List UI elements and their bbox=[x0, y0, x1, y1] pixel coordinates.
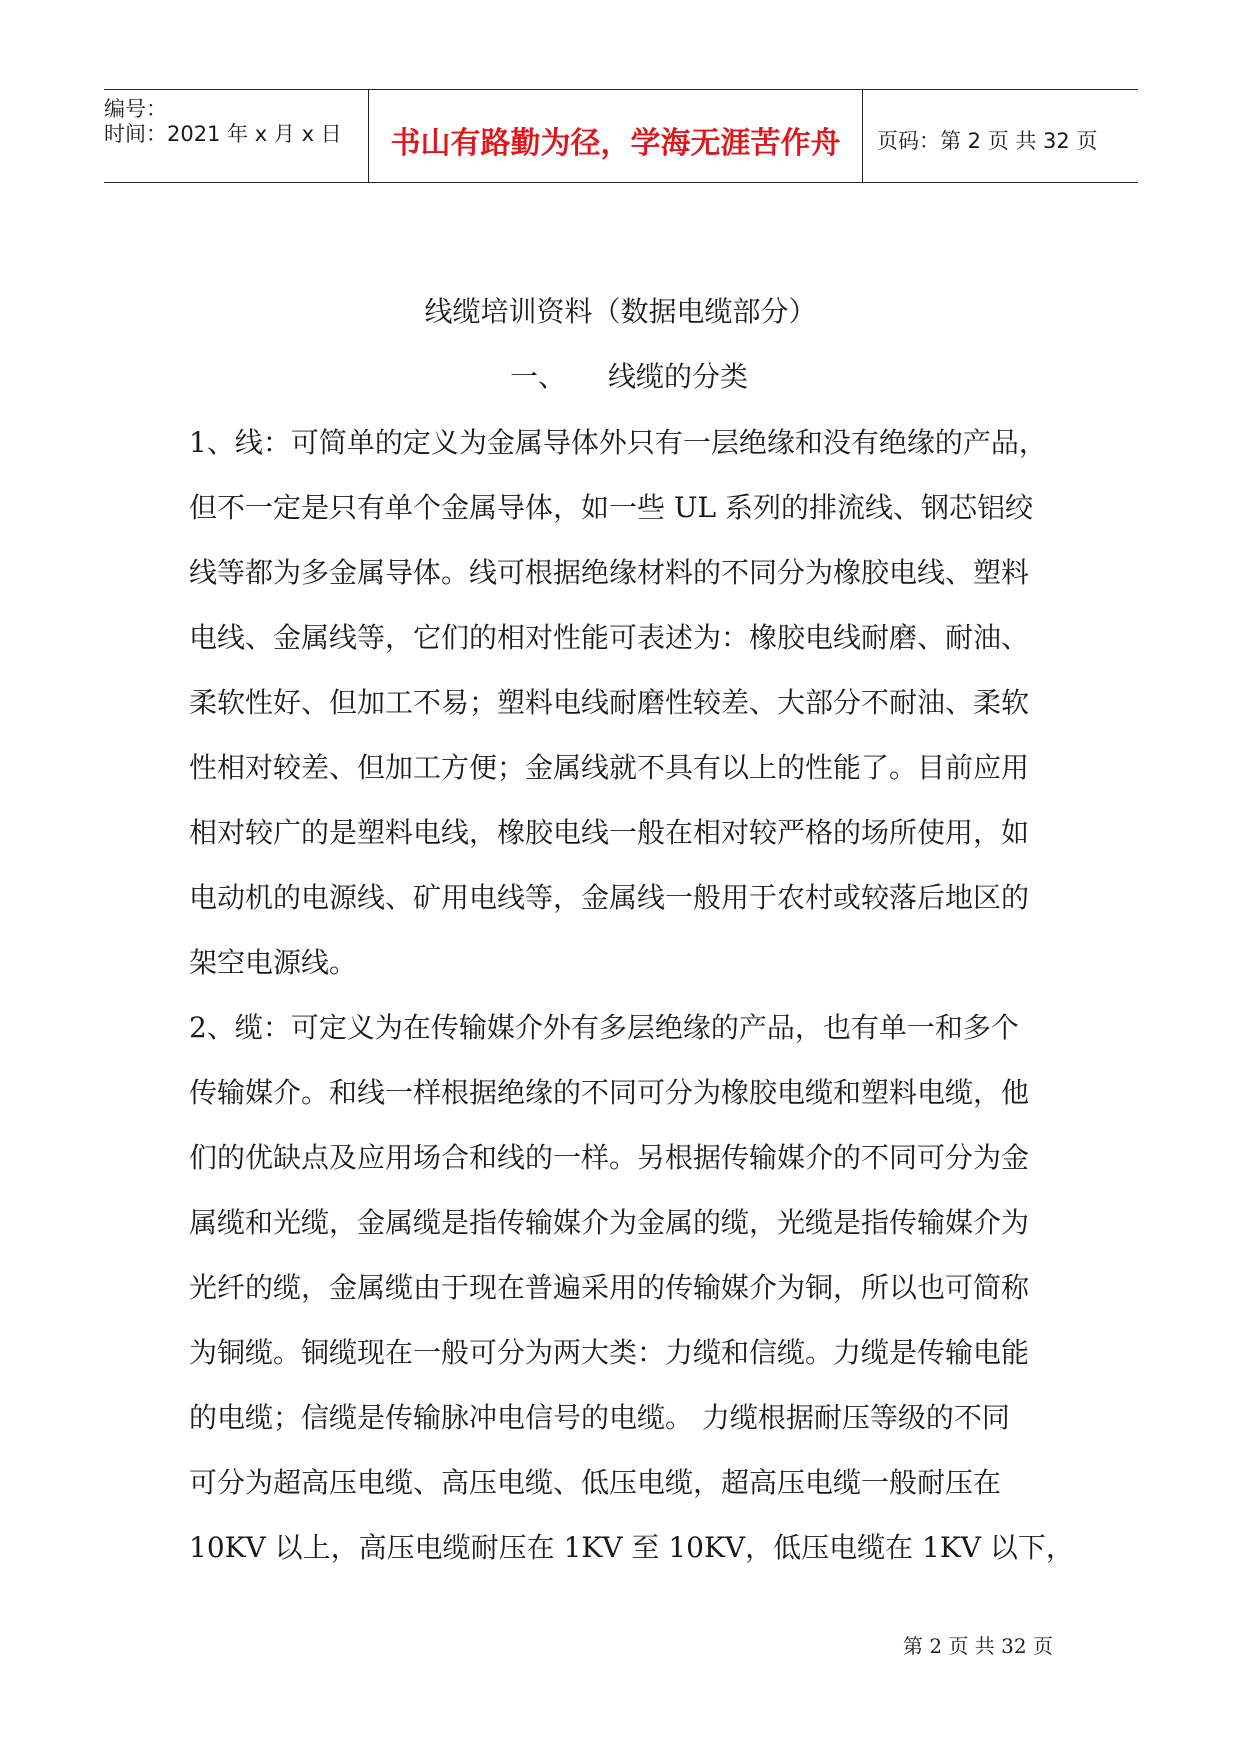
body-line: 可分为超高压电缆、高压电缆、低压电缆，超高压电缆一般耐压在 bbox=[189, 1466, 1002, 1499]
body-line: 10KV 以上，高压电缆耐压在 1KV 至 10KV，低压电缆在 1KV 以下， bbox=[189, 1531, 1074, 1564]
number-label: 编号： bbox=[104, 97, 167, 121]
section-number: 一、 bbox=[510, 360, 567, 393]
body-line: 1、线：可简单的定义为金属导体外只有一层绝缘和没有绝缘的产品， bbox=[189, 426, 1047, 459]
body-line: 性相对较差、但加工方便；金属线就不具有以上的性能了。目前应用 bbox=[189, 751, 1030, 784]
page-code: 页码：第 2 页 共 32 页 bbox=[877, 129, 1098, 153]
time-label: 时间：2021 年 x 月 x 日 bbox=[104, 122, 342, 146]
section-title: 线缆的分类 bbox=[608, 360, 749, 393]
section-heading bbox=[510, 355, 748, 395]
body-line: 传输媒介。和线一样根据绝缘的不同可分为橡胶电缆和塑料电缆，他 bbox=[189, 1076, 1030, 1109]
body-line: 电线、金属线等，它们的相对性能可表述为：橡胶电线耐磨、耐油、 bbox=[189, 621, 1030, 654]
body-line: 相对较广的是塑料电线，橡胶电线一般在相对较严格的场所使用，如 bbox=[189, 816, 1030, 849]
body-line: 属缆和光缆，金属缆是指传输媒介为金属的缆，光缆是指传输媒介为 bbox=[189, 1206, 1030, 1239]
body-line: 架空电源线。 bbox=[189, 946, 358, 979]
body-line: 2、缆：可定义为在传输媒介外有多层绝缘的产品，也有单一和多个 bbox=[189, 1011, 1019, 1044]
body-line: 柔软性好、但加工不易；塑料电线耐磨性较差、大部分不耐油、柔软 bbox=[189, 686, 1030, 719]
page-footer: 第 2 页 共 32 页 bbox=[903, 1634, 1053, 1658]
body-line: 光纤的缆，金属缆由于现在普遍采用的传输媒介为铜，所以也可简称 bbox=[189, 1271, 1030, 1304]
page-header bbox=[104, 89, 1138, 183]
body-line: 为铜缆。铜缆现在一般可分为两大类：力缆和信缆。力缆是传输电能 bbox=[189, 1336, 1030, 1369]
header-motto-cell bbox=[369, 90, 863, 182]
body-line: 但不一定是只有单个金属导体，如一些 UL 系列的排流线、钢芯铝绞 bbox=[189, 491, 1033, 524]
header-info-cell bbox=[104, 90, 369, 182]
body-line: 们的优缺点及应用场合和线的一样。另根据传输媒介的不同可分为金 bbox=[189, 1141, 1030, 1174]
body-line: 的电缆；信缆是传输脉冲电信号的电缆。 力缆根据耐压等级的不同 bbox=[189, 1401, 1010, 1434]
document-title: 线缆培训资料（数据电缆部分） bbox=[424, 295, 817, 328]
motto-text: 书山有路勤为径，学海无涯苦作舟 bbox=[390, 126, 841, 161]
header-page-cell bbox=[863, 90, 1138, 182]
body-line: 电动机的电源线、矿用电线等，金属线一般用于农村或较落后地区的 bbox=[189, 881, 1030, 914]
body-line: 线等都为多金属导体。线可根据绝缘材料的不同分为橡胶电线、塑料 bbox=[189, 556, 1030, 589]
